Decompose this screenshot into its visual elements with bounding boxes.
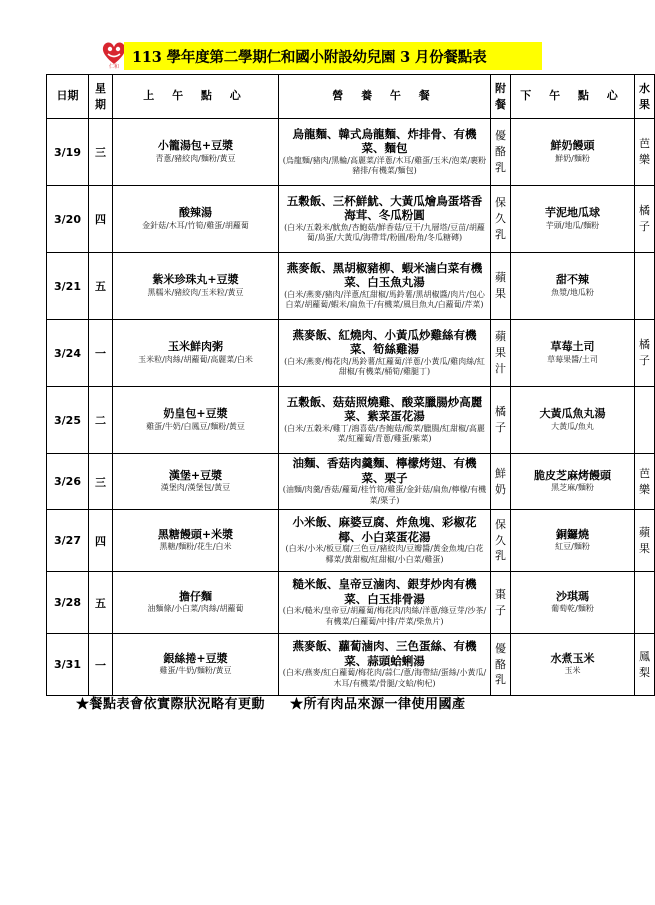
- pm-snack-cell: [511, 387, 635, 454]
- fruit-cell: [635, 119, 655, 186]
- lunch-name: 五穀飯、菇菇照燒雞、酸菜臘腸炒高麗菜、紫菜蛋花湯: [286, 394, 483, 424]
- header-date: 日期: [47, 75, 89, 119]
- am-snack-ingredients: 金針菇/木耳/竹筍/雞蛋/胡蘿蔔: [142, 220, 249, 230]
- pm-snack-ingredients: 魚漿/地瓜粉: [551, 287, 594, 297]
- pm-snack-name: 脆皮芝麻烤饅頭: [534, 468, 611, 482]
- menu-row: [47, 510, 655, 572]
- lunch-name: 油麵、香菇肉羹麵、檸檬烤翅、有機菜、栗子: [292, 456, 477, 485]
- lunch-cell: [279, 119, 491, 186]
- lunch-ingredients: (白米/小米/板豆腐/三色豆/豬絞肉/豆瓣醬/黃金魚塊/白花椰菜/黃甜椒/紅甜椒/小白菜/雞蛋): [285, 544, 484, 564]
- lunch-name: 燕麥飯、黑胡椒豬柳、蝦米滷白菜有機菜、白玉魚丸湯: [286, 260, 483, 290]
- fruit-cell: [635, 572, 655, 634]
- menu-row: [47, 387, 655, 454]
- am-snack-name: 奶皇包+豆漿: [163, 407, 228, 421]
- logo-text: 仁和: [108, 64, 120, 70]
- pm-snack-ingredients: 鮮奶/麵粉: [555, 153, 590, 163]
- fruit-name: 橘子: [639, 338, 650, 367]
- row-date: 3/21: [47, 253, 89, 320]
- side-name: 鮮奶: [495, 466, 506, 496]
- row-weekday: 四: [89, 510, 113, 572]
- fruit-cell: [635, 454, 655, 510]
- row-weekday: 三: [89, 119, 113, 186]
- am-snack-name: 酸辣湯: [179, 206, 212, 220]
- row-weekday: 五: [89, 253, 113, 320]
- pm-snack-ingredients: 芋頭/地瓜/麵粉: [545, 220, 600, 230]
- lunch-name: 燕麥飯、蘿蔔滷肉、三色蛋絲、有機菜、蒜頭蛤蜊湯: [292, 639, 477, 668]
- side-name: 橘子: [495, 405, 506, 434]
- pm-snack-cell: [511, 253, 635, 320]
- pm-snack-ingredients: 草莓果醬/土司: [547, 354, 598, 364]
- am-snack-cell: [113, 454, 279, 510]
- menu-row: [47, 119, 655, 186]
- side-cell: [491, 572, 511, 634]
- fruit-name: 橘子: [639, 204, 650, 233]
- row-date: 3/25: [47, 387, 89, 454]
- menu-row: [47, 320, 655, 387]
- header-row: [47, 75, 655, 119]
- lunch-ingredients: (白米/燕麥/豬肉/洋蔥/紅甜椒/馬鈴薯/黑胡椒醬/肉片/包心白菜/胡蘿蔔/蝦米/扁魚干/有機菜/風目魚丸/白蘿蔔/芹菜): [284, 289, 485, 310]
- side-cell: [491, 320, 511, 387]
- row-date: 3/24: [47, 320, 89, 387]
- lunch-name: 糙米飯、皇帝豆滷肉、銀芽炒肉有機菜、白玉排骨湯: [292, 577, 477, 606]
- pm-snack-name: 甜不辣: [556, 273, 589, 287]
- lunch-name: 燕麥飯、紅燒肉、小黃瓜炒雞絲有機菜、筍絲雞湯: [292, 327, 477, 357]
- side-name: 保久乳: [495, 517, 506, 563]
- side-cell: [491, 454, 511, 510]
- menu-row: [47, 253, 655, 320]
- am-snack-name: 玉米鮮肉粥: [168, 340, 223, 354]
- lunch-ingredients: (白米/糙米/皇帝豆/胡蘿蔔/梅花肉/肉絲/洋蔥/綠豆芽/沙茶/有機菜/白蘿蔔/中排/芹菜/柴魚片): [282, 606, 487, 626]
- fruit-cell: [635, 510, 655, 572]
- am-snack-cell: [113, 387, 279, 454]
- am-snack-name: 紫米珍珠丸+豆漿: [152, 273, 239, 287]
- am-snack-cell: [113, 572, 279, 634]
- header-pm-snack: 下 午 點 心: [511, 75, 635, 119]
- fruit-cell: [635, 634, 655, 696]
- lunch-cell: [279, 634, 491, 696]
- pm-snack-ingredients: 葡萄乾/麵粉: [551, 604, 594, 614]
- side-name: 棗子: [495, 587, 506, 617]
- footer-notes: [76, 693, 596, 712]
- side-name: 蘋果汁: [495, 330, 506, 375]
- lunch-cell: [279, 510, 491, 572]
- am-snack-name: 黑糖饅頭+米漿: [157, 527, 234, 541]
- row-date: 3/19: [47, 119, 89, 186]
- am-snack-name: 小籠湯包+豆漿: [157, 139, 234, 153]
- pm-snack-name: 沙琪瑪: [556, 589, 589, 603]
- pm-snack-name: 水煮玉米: [550, 651, 595, 665]
- menu-table: [46, 74, 655, 696]
- side-cell: [491, 510, 511, 572]
- row-date: 3/20: [47, 186, 89, 253]
- lunch-cell: [279, 186, 491, 253]
- pm-snack-name: 芋泥地瓜球: [545, 206, 600, 220]
- side-cell: [491, 634, 511, 696]
- am-snack-ingredients: 玉米粒/肉絲/胡蘿蔔/高麗菜/白米: [138, 354, 253, 364]
- am-snack-cell: [113, 119, 279, 186]
- row-weekday: 四: [89, 186, 113, 253]
- lunch-cell: [279, 320, 491, 387]
- fruit-name: 芭樂: [639, 137, 650, 166]
- side-cell: [491, 186, 511, 253]
- side-cell: [491, 387, 511, 454]
- lunch-cell: [279, 572, 491, 634]
- pm-snack-cell: [511, 186, 635, 253]
- am-snack-ingredients: 雞蛋/牛奶/白鳳豆/麵粉/黃豆: [146, 421, 245, 431]
- menu-row: [47, 572, 655, 634]
- row-weekday: 五: [89, 572, 113, 634]
- side-cell: [491, 253, 511, 320]
- header-fruit: 水果: [635, 75, 655, 119]
- pm-snack-name: 鮮奶饅頭: [550, 139, 595, 153]
- lunch-cell: [279, 387, 491, 454]
- pm-snack-ingredients: 黑芝麻/麵粉: [551, 483, 594, 493]
- side-name: 蘋果: [495, 271, 506, 300]
- lunch-ingredients: (白米/五穀米/雞丁/鴻喜菇/杏鮑菇/酸菜/臘腸/紅甜椒/高麗菜/紅蘿蔔/青蔥/雞蛋/紫菜): [284, 423, 485, 444]
- am-snack-cell: [113, 320, 279, 387]
- lunch-ingredients: (白米/燕麥/紅白蘿蔔/梅花肉/蒜仁/蔥/海帶結/蛋絲/小黃瓜/木耳/有機菜/骨腿/文蛤/枸杞): [282, 668, 487, 688]
- footer-note-meat: ★所有肉品來源一律使用國產: [290, 697, 466, 712]
- pm-snack-ingredients: 紅豆/麵粉: [555, 542, 590, 552]
- lunch-cell: [279, 253, 491, 320]
- fruit-cell: [635, 253, 655, 320]
- row-date: 3/27: [47, 510, 89, 572]
- pm-snack-ingredients: 玉米: [564, 666, 581, 676]
- fruit-name: 蘋果: [639, 525, 650, 555]
- side-name: 優酪乳: [495, 129, 506, 174]
- am-snack-cell: [113, 186, 279, 253]
- am-snack-name: 擔仔麵: [179, 589, 212, 603]
- menu-row: [47, 634, 655, 696]
- row-date: 3/26: [47, 454, 89, 510]
- am-snack-ingredients: 黑糯米/豬絞肉/玉米粒/黃豆: [147, 287, 244, 297]
- fruit-cell: [635, 320, 655, 387]
- am-snack-ingredients: 青蔥/豬絞肉/麵粉/黃豆: [155, 153, 236, 163]
- header-lunch: 營 養 午 餐: [279, 75, 491, 119]
- row-weekday: 一: [89, 320, 113, 387]
- pm-snack-ingredients: 大黃瓜/魚丸: [551, 421, 594, 431]
- pm-snack-cell: [511, 454, 635, 510]
- row-weekday: 三: [89, 454, 113, 510]
- row-weekday: 一: [89, 634, 113, 696]
- header-side: 附餐: [491, 75, 511, 119]
- pm-snack-cell: [511, 119, 635, 186]
- am-snack-name: 銀絲捲+豆漿: [163, 651, 228, 665]
- lunch-ingredients: (油麵/肉羹/香菇/蘿蔔/桂竹筍/雞蛋/金針菇/扁魚/檸檬/有機菜/栗子): [282, 485, 487, 505]
- fruit-cell: [635, 186, 655, 253]
- footer-note-change: ★餐點表會依實際狀況略有更動: [76, 697, 266, 712]
- menu-row: [47, 186, 655, 253]
- lunch-ingredients: (白米/燕麥/梅花肉/馬鈴薯/紅蘿蔔/洋蔥/小黃瓜/雞肉絲/紅甜椒/有機菜/桶筍/雞腿丁): [284, 356, 485, 377]
- am-snack-cell: [113, 253, 279, 320]
- fruit-cell: [635, 387, 655, 454]
- fruit-name: 芭樂: [639, 466, 650, 496]
- lunch-ingredients: (烏龍麵/豬肉/黑輪/高麗菜/洋蔥/木耳/雞蛋/玉米/泡菜/裹粉豬排/有機菜/麵包): [282, 155, 487, 176]
- menu-row: [47, 454, 655, 510]
- pm-snack-name: 大黃瓜魚丸湯: [539, 407, 606, 421]
- lunch-name: 五穀飯、三杯鮮魷、大黃瓜燴鳥蛋塔香海茸、冬瓜粉圓: [286, 193, 483, 223]
- am-snack-name: 漢堡+豆漿: [168, 468, 223, 482]
- fruit-name: 鳳梨: [639, 649, 650, 679]
- header-am-snack: 上 午 點 心: [113, 75, 279, 119]
- am-snack-ingredients: 漢堡肉/漢堡包/黃豆: [160, 483, 231, 493]
- lunch-name: 烏龍麵、韓式烏龍麵、炸排骨、有機菜、麵包: [292, 126, 477, 156]
- lunch-name: 小米飯、麻婆豆腐、炸魚塊、彩椒花椰、小白菜蛋花湯: [292, 515, 477, 544]
- side-name: 優酪乳: [495, 641, 506, 687]
- pm-snack-cell: [511, 572, 635, 634]
- pm-snack-cell: [511, 510, 635, 572]
- row-weekday: 二: [89, 387, 113, 454]
- pm-snack-name: 銅鑼燒: [556, 527, 589, 541]
- side-cell: [491, 119, 511, 186]
- am-snack-cell: [113, 510, 279, 572]
- am-snack-cell: [113, 634, 279, 696]
- lunch-cell: [279, 454, 491, 510]
- row-date: 3/28: [47, 572, 89, 634]
- am-snack-ingredients: 雞蛋/牛奶/麵粉/黃豆: [159, 666, 232, 676]
- pm-snack-cell: [511, 634, 635, 696]
- pm-snack-cell: [511, 320, 635, 387]
- row-date: 3/31: [47, 634, 89, 696]
- side-name: 保久乳: [495, 196, 506, 241]
- header-weekday: 星期: [89, 75, 113, 119]
- am-snack-ingredients: 油麵條/小白菜/肉絲/胡蘿蔔: [147, 604, 244, 614]
- pm-snack-name: 草莓土司: [550, 340, 595, 354]
- lunch-ingredients: (白米/五穀米/魷魚/杏鮑菇/鮮香菇/豆干/九層塔/豆苗/胡蘿蔔/鳥蛋/大黃瓜/海帶茸/粉圓/粉角/冬瓜糖磚): [284, 222, 485, 243]
- page-title: 113 學年度第二學期仁和國小附設幼兒園 3 月份餐點表: [124, 42, 542, 70]
- am-snack-ingredients: 黑糖/麵粉/花生/白米: [159, 542, 232, 552]
